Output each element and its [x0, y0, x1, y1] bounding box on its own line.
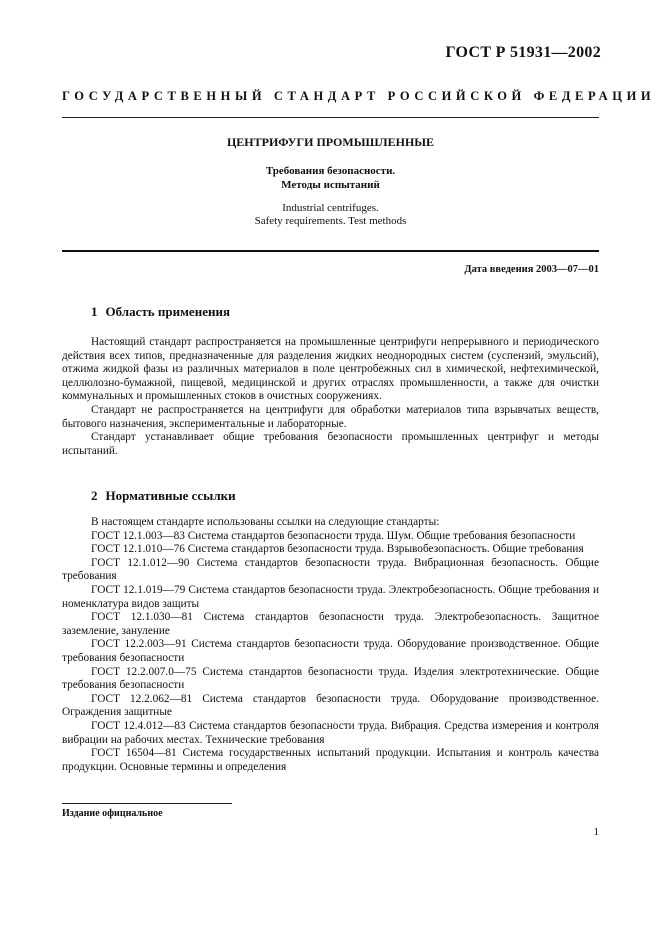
- paragraph: В настоящем стандарте использованы ссылки на следующие стандарты:: [91, 516, 440, 528]
- reference-item: ГОСТ 12.2.007.0—75 Система стандартов безопасности труда. Изделия электротехнические. Общие требования безопасности: [62, 665, 599, 692]
- section-number: 2: [91, 488, 98, 503]
- page-number: 1: [593, 826, 599, 838]
- subtitle-line: Требования безопасности.: [265, 165, 396, 177]
- footer-divider: [62, 803, 232, 804]
- reference-item: ГОСТ 12.1.019—79 Система стандартов безопасности труда. Электробезопасность. Общие требования и номенклатура видов защиты: [62, 583, 599, 610]
- reference-item: ГОСТ 16504—81 Система государственных испытаний продукции. Испытания и контроль качества продукции. Основные термины и определения: [62, 747, 599, 773]
- reference-item: ГОСТ 12.2.003—91 Система стандартов безопасности труда. Оборудование производственное. Общие требования безопасности: [62, 638, 599, 664]
- paragraph: Настоящий стандарт распространяется на промышленные центрифуги непрерывного и периодического действия всех типов, предназначенные для разделения жидких неоднородных систем (суспензий, эмульсий), отжима жидкой фазы из различных материалов в поле центробежных сил в химической, нефтехимической, целлюлозно-бумажной, пищевой, медицинской и других отраслях промышленности, а также для очистки коммунальных и промышленных стоков в очистных сооружениях.: [62, 336, 599, 403]
- state-standard-line: ГОСУДАРСТВЕННЫЙ СТАНДАРТ РОССИЙСКОЙ ФЕДЕРАЦИИ: [62, 89, 656, 103]
- section-title: Область применения: [105, 304, 230, 319]
- section-title: Нормативные ссылки: [105, 488, 236, 503]
- reference-item: ГОСТ 12.1.030—81 Система стандартов безопасности труда. Электробезопасность. Защитное заземление, зануление: [62, 611, 599, 637]
- official-edition-note: Издание официальное: [62, 808, 163, 819]
- paragraph: Стандарт не распространяется на центрифуги для обработки материалов типа взрывчатых веществ, бытового назначения, экспериментальные и лабораторные.: [62, 403, 599, 430]
- document-title: ЦЕНТРИФУГИ ПРОМЫШЛЕННЫЕ: [226, 135, 435, 149]
- reference-item: ГОСТ 12.1.012—90 Система стандартов безопасности труда. Вибрационная безопасность. Общие требования: [62, 556, 599, 583]
- reference-item: ГОСТ 12.2.062—81 Система стандартов безопасности труда. Оборудование производственное. Ограждения защитные: [62, 692, 599, 719]
- english-title-line: Safety requirements. Test methods: [254, 215, 407, 227]
- reference-item: ГОСТ 12.4.012—83 Система стандартов безопасности труда. Вибрация. Средства измерения и контроля вибрации на рабочих местах. Технические требования: [62, 719, 599, 746]
- reference-item: ГОСТ 12.1.003—83 Система стандартов безопасности труда. Шум. Общие требования безопасности: [91, 529, 576, 542]
- english-title-line: Industrial centrifuges.: [282, 202, 379, 214]
- reference-item: ГОСТ 12.1.010—76 Система стандартов безопасности труда. Взрывобезопасность. Общие требования: [91, 543, 584, 556]
- document-subtitle: [0, 164, 661, 192]
- section-heading: [91, 488, 236, 504]
- section-1-body: [62, 336, 599, 458]
- section-number: 1: [91, 304, 98, 319]
- title-divider: [62, 250, 599, 252]
- section-heading: [91, 304, 230, 320]
- english-title: [0, 202, 661, 228]
- subtitle-line: Методы испытаний: [281, 179, 380, 191]
- section-2-body: [62, 516, 599, 774]
- effective-date: Дата введения 2003—07—01: [464, 264, 599, 275]
- paragraph: Стандарт устанавливает общие требования безопасности промышленных центрифуг и методы испытаний.: [62, 431, 599, 457]
- header-divider: [62, 117, 599, 118]
- document-id: ГОСТ Р 51931—2002: [445, 44, 601, 61]
